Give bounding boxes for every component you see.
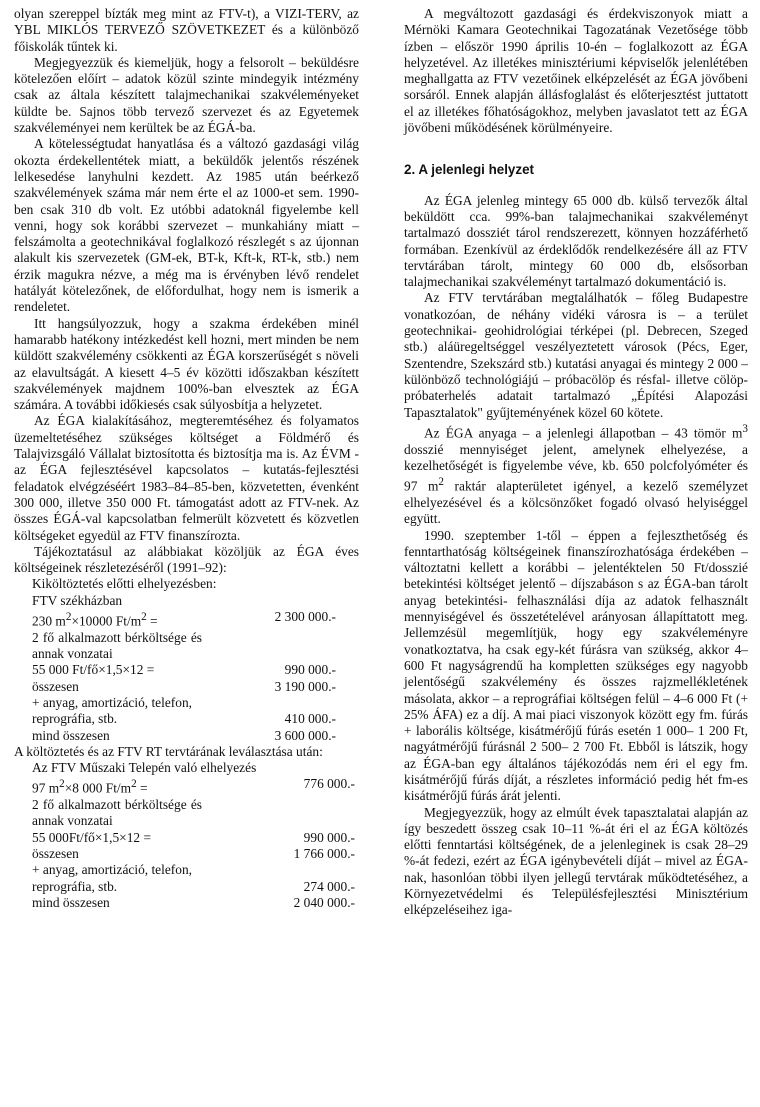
paragraph: 1990. szeptember 1-től – éppen a fejleszthetőség és fenntarthatóság költségeinek finanszírozhatósága érdekében – változtatni kellett a korábbi – jelentéktelen 50 Ft/dosszié betekintési költséget jelentő – díjszabáson s az ÉGA-ban tárolt anyag betekintési- felhasználási díja az adatok felhasznált mennyiségével és összetételével arányosan állapíttatott meg. Jellemzésül megemlítjük, hogy egy szakvéleményre vonatkoztatva, ha csak egy-két fúrásra van szükség, akkor 4–600 Ft nagyságrendű ha kompletten szükséges egy nagyobb jelentőségű szakvélemény és összes rajzmellékletének másolata, akkor – a reprográfiai költségen felül – 4–6 000 Ft (+ 25% ÁFA) ez a díj. A mai piaci viszonyok között egy fm. fúrás + laborális költsége, kisátmérőjű fúrás esetén 1 000– 1 200 Ft, nagyátmérőjű fúrásnál 2 500– 2 700 Ft. Ebből is látszik, hogy az ÉGA-ban egy általános tájékozódás nem éri el egy fm. kisátmérőjű fúrás díját, a részletes információ pedig hét fm-es kisátmérőjű fúrás árát jelenti. — [404, 527, 748, 804]
cost-rows — [32, 593, 336, 744]
cost-value: 410 000.- — [284, 711, 336, 727]
cost-row — [32, 609, 336, 630]
cost-row — [32, 679, 336, 695]
section-heading: 2. A jelenlegi helyzet — [404, 162, 534, 178]
cost-label: reprográfia, stb. — [32, 878, 118, 894]
cost-value: 1 766 000.- — [293, 846, 355, 862]
paragraph: Tájékoztatásul az alábbiakat közöljük az ÉGA éves költségeinek részletezéséről (1991–92): — [14, 543, 359, 576]
cost-row — [32, 830, 355, 846]
cost-label: mind összesen — [32, 894, 110, 910]
cost-row — [32, 728, 336, 744]
cost-table-after-move — [14, 744, 359, 911]
cost-label: 230 $m^2\times 10000$ $Ft/m^2$ = — [32, 610, 158, 629]
right-column — [404, 6, 748, 919]
cost-row — [32, 879, 355, 895]
cost-table-title: A költöztetés és az FTV RT tervtárának leválasztása után: — [14, 743, 323, 759]
paragraph: Megjegyezzük és kiemeljük, hogy a felsorolt – beküldésre kötelezően előírt – adatok közül szinte mindegyik intézmény csak az általa készített talajmechanikai szakvéleményeket küldte be. Sajnos több tervező szervezet és az Egyetemek szakvéleményei nem kerültek be az ÉGÁ-ba. — [14, 54, 359, 136]
cost-row — [32, 776, 355, 797]
paragraph: Megjegyezzük, hogy az elmúlt évek tapasztalatai alapján az így beszedett összeg csak 10–11 %-át éri el az ÉGA költözés előtti fenntartási költségének, de a jelenleginek is csak 28–29 %-át fedezi, ezért az ÉGA igénybevételi díját – mivel az ÉGA-nak, hasonlóan többi ilyen jellegű tervtárak működtetéséhez, a Környezetvédelmi és Településfejlesztési Minisztérium elképzeléseihez iga- — [404, 804, 748, 918]
cost-label: mind összesen — [32, 727, 110, 743]
paragraph: Az FTV tervtárában megtalálhatók – főleg Budapestre vonatkozóan, de néhány vidéki városra is – a terület geotechnikai- geohidrológiai térképei (pl. Debrecen, Szeged stb.) aláüregeltséggel veszélyeztetett városok (Pécs, Eger, Szentendre, Szekszárd stb.) kutatási anyagai és mintegy 2 000 – különböző technológiájú – próbacölöp és résfal- illetve cölöp-próbaterhelés adatait tartalmazó „Építési Alapozási Tapasztalatok" gyűjteményének közel 60 kötete. — [404, 290, 748, 420]
cost-heading: + anyag, amortizáció, telefon, — [32, 862, 192, 878]
cost-heading: 2 fő alkalmazott bérköltsége és annak vonzatai — [32, 797, 202, 829]
cost-row — [32, 662, 336, 678]
cost-label: összesen — [32, 678, 79, 694]
paragraph: A megváltozott gazdasági és érdekviszonyok miatt a Mérnöki Kamara Geotechnikai Tagozatának Vezetősége több ízben – először 1990 április 10-én – foglalkozott az ÉGA helyzetével. Az illetékes minisztériumi képviselők jelenlétében meghallgatta az FTV vezetőinek elképzelését az ÉGA jövőbeni sorsáról. Ennek alapján állásfoglalást és előterjesztést juttatott el az illetékes főhatóságokhoz, melyben javaslatot tett az ÉGA jövőbeni működésének körülményeire. — [404, 6, 748, 136]
cost-heading: + anyag, amortizáció, telefon, — [32, 694, 192, 710]
cost-heading: FTV székházban — [32, 592, 123, 608]
cost-value: 3 190 000.- — [274, 678, 336, 694]
cost-label: reprográfia, stb. — [32, 711, 118, 727]
cost-value: 990 000.- — [284, 662, 336, 678]
cost-value: 990 000.- — [303, 829, 355, 845]
cost-value: 274 000.- — [303, 878, 355, 894]
cost-value: 2 300 000.- — [274, 608, 336, 624]
cost-value: 776 000.- — [303, 776, 355, 792]
cost-label: 55 000 Ft/fő×1,5×12 = — [32, 662, 155, 678]
cost-rows — [32, 760, 355, 911]
paragraph: Az ÉGA jelenleg mintegy 65 000 db. külső tervezők által beküldött cca. 99%-ban talajmechanikai szakvéleményt tartalmazó dossziét tárol rendszerezett, könnyen hozzáférhető formában. Ezenkívül az érdeklődők rendelkezésére áll az FTV tervtárában tárolt, mintegy 60 000 db, elsősorban talajmechanikai szakvéleményt tartalmazó dokumentáció is. — [404, 192, 748, 290]
left-column — [14, 6, 359, 911]
cost-table-before-move — [14, 576, 359, 743]
cost-heading: Az FTV Műszaki Telepén való elhelyezés — [32, 760, 257, 776]
cost-label: összesen — [32, 846, 79, 862]
cost-table-title: Kiköltöztetés előtti elhelyezésben: — [32, 576, 217, 592]
paragraph: Az ÉGA anyaga – a jelenlegi állapotban – 43 tömör $m^3$ dosszié mennyiséget jelent, amelynek elhelyezése, a kezelhetőségét is figyelembe véve, kb. 650 polcfolyóméter és 97 $m^2$ raktár alapterületet igényel, a kezelő személyzet elhelyezésével és a kölcsönzőket fogadó olvasó helyiséggel együtt. — [404, 422, 748, 527]
cost-row — [32, 895, 355, 911]
paragraph: olyan szereppel bízták meg mint az FTV-t), a VIZI-TERV, az YBL MIKLÓS TERVEZŐ SZÖVETKEZET és a különböző főiskolák tűntek ki. — [14, 6, 359, 54]
cost-row — [32, 711, 336, 727]
paragraph: Az ÉGA kialakításához, megteremtéséhez és folyamatos üzemeltetéséhez szükséges költséget a Földmérő és Talajvizsgáló Vállalat biztosította és biztosítja ma is. Az ÉVM - az ÉGA fejlesztésével kapcsolatos – kutatás-fejlesztési feladatok elvégzéséért 1983–84–85-ben, közvetetten, évenként 300 000, illetve 350 000 Ft. támogatást adott az FTV-nek. Az összes ÉGÁ-val kapcsolatban felmerült közvetett és közvetlen költségeket egyedül az FTV finanszírozta. — [14, 413, 359, 543]
cost-row — [32, 846, 355, 862]
paragraph: Itt hangsúlyozzuk, hogy a szakma érdekében minél hamarabb hatékony intézkedést kell hozni, mert minden be nem küldött szakvélemény csökkenti az ÉGA korszerűségét s növeli az elavultságát. A kiesett 4–5 év közötti időszakban készített szakvélemények majdnem 100%-ban elvesztek az ÉGA számára. A további időkiesés csak súlyosbítja a helyzetet. — [14, 315, 359, 413]
cost-value: 3 600 000.- — [274, 727, 336, 743]
cost-heading: 2 fő alkalmazott bérköltsége és annak vonzatai — [32, 629, 202, 662]
cost-label: 55 000Ft/fő×1,5×12 = — [32, 829, 151, 845]
paragraph: A kötelességtudat hanyatlása és a változó gazdasági világ okozta érdekellentétek miatt, a beküldők jelentős részének lelkesedése lanyhulni kezdett. Az 1985 után beérkező szakvélemények száma már nem érte el az 1000-et sem. 1990-ben csak 310 db volt. Ez utóbbi adatoknál figyelembe kell venni, hogy sok korábbi szervezet – munkahiány miatt – felszámolta a geotechnikával foglalkozó részlegét s az újonnan alakult kis szervezetek (GM-ek, BT-k, Kft-k, RT-k, stb.) nem érzik magukra nézve, a még ma is érvényben lévő rendelet hatályát kötelezőnek, de előfordulhat, hogy nem is ismerik a rendeletet. — [14, 136, 359, 315]
cost-value: 2 040 000.- — [293, 894, 355, 910]
cost-label: 97 $m^2\times 8$ 000 $Ft/m^2$ = — [32, 778, 148, 796]
